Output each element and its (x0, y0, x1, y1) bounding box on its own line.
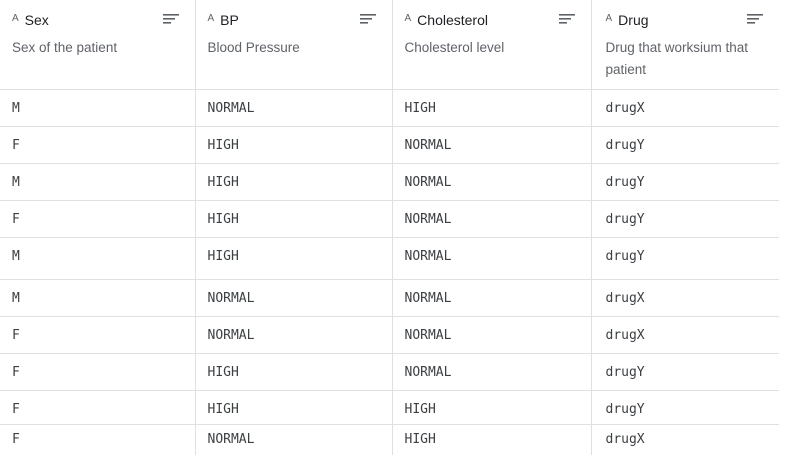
cell-cholesterol: HIGH (392, 89, 591, 126)
cell-bp: HIGH (195, 163, 392, 200)
table-row (0, 200, 779, 237)
table-row (0, 126, 779, 163)
column-name: Sex (24, 12, 49, 28)
cell-bp: HIGH (195, 353, 392, 390)
column-name: Drug (618, 12, 649, 28)
string-type-icon: A (12, 13, 19, 24)
table-row (0, 237, 779, 279)
string-type-icon: A (404, 13, 412, 24)
cell-cholesterol: NORMAL (392, 237, 591, 279)
cell-sex: F (0, 390, 195, 424)
cell-cholesterol: NORMAL (392, 163, 591, 200)
cell-cholesterol: NORMAL (392, 353, 591, 390)
cell-sex: F (0, 353, 195, 390)
cell-cholesterol: NORMAL (392, 316, 591, 353)
string-type-icon: A (605, 13, 613, 24)
cell-bp: NORMAL (195, 424, 392, 455)
cell-sex: F (0, 424, 195, 455)
cell-cholesterol: NORMAL (392, 200, 591, 237)
column-description: Blood Pressure (207, 40, 300, 55)
table-row (0, 163, 779, 200)
cell-cholesterol: NORMAL (392, 279, 591, 316)
cell-drug: drugX (591, 89, 779, 126)
cell-bp: HIGH (195, 126, 392, 163)
cell-bp: HIGH (195, 200, 392, 237)
cell-bp: NORMAL (195, 316, 392, 353)
cell-cholesterol: HIGH (392, 390, 591, 424)
cell-drug: drugX (591, 316, 779, 353)
cell-bp: NORMAL (195, 279, 392, 316)
cell-sex: M (0, 279, 195, 316)
table-row (0, 390, 779, 424)
cell-drug: drugY (591, 353, 779, 390)
table-row (0, 353, 779, 390)
cell-drug: drugY (591, 200, 779, 237)
cell-drug: drugY (591, 390, 779, 424)
cell-sex: M (0, 163, 195, 200)
cell-bp: NORMAL (195, 89, 392, 126)
sort-icon[interactable] (163, 13, 179, 27)
column-name: Cholesterol (417, 12, 488, 28)
table-row (0, 89, 779, 126)
cell-sex: M (0, 237, 195, 279)
sort-icon[interactable] (747, 13, 763, 27)
cell-sex: F (0, 316, 195, 353)
cell-sex: F (0, 126, 195, 163)
cell-drug: drugY (591, 237, 779, 279)
column-description: Drug that worksium that patient (605, 40, 749, 77)
cell-cholesterol: HIGH (392, 424, 591, 455)
string-type-icon: A (207, 13, 215, 24)
column-header-sex[interactable] (0, 0, 195, 89)
cell-bp: HIGH (195, 390, 392, 424)
sort-icon[interactable] (360, 13, 376, 27)
table-header (0, 0, 779, 89)
cell-bp: HIGH (195, 237, 392, 279)
cell-sex: M (0, 89, 195, 126)
sort-icon[interactable] (559, 13, 575, 27)
cell-sex: F (0, 200, 195, 237)
column-header-bp[interactable] (195, 0, 392, 89)
table-row (0, 424, 779, 455)
cell-cholesterol: NORMAL (392, 126, 591, 163)
header-row (0, 0, 779, 89)
cell-drug: drugX (591, 424, 779, 455)
column-header-drug[interactable] (591, 0, 779, 89)
column-description: Cholesterol level (404, 40, 505, 55)
cell-drug: drugY (591, 126, 779, 163)
cell-drug: drugX (591, 279, 779, 316)
column-header-cholesterol[interactable] (392, 0, 591, 89)
table-row (0, 279, 779, 316)
column-description: Sex of the patient (12, 40, 118, 55)
table-row (0, 316, 779, 353)
column-name: BP (220, 12, 239, 28)
table-body (0, 89, 779, 455)
cell-drug: drugY (591, 163, 779, 200)
